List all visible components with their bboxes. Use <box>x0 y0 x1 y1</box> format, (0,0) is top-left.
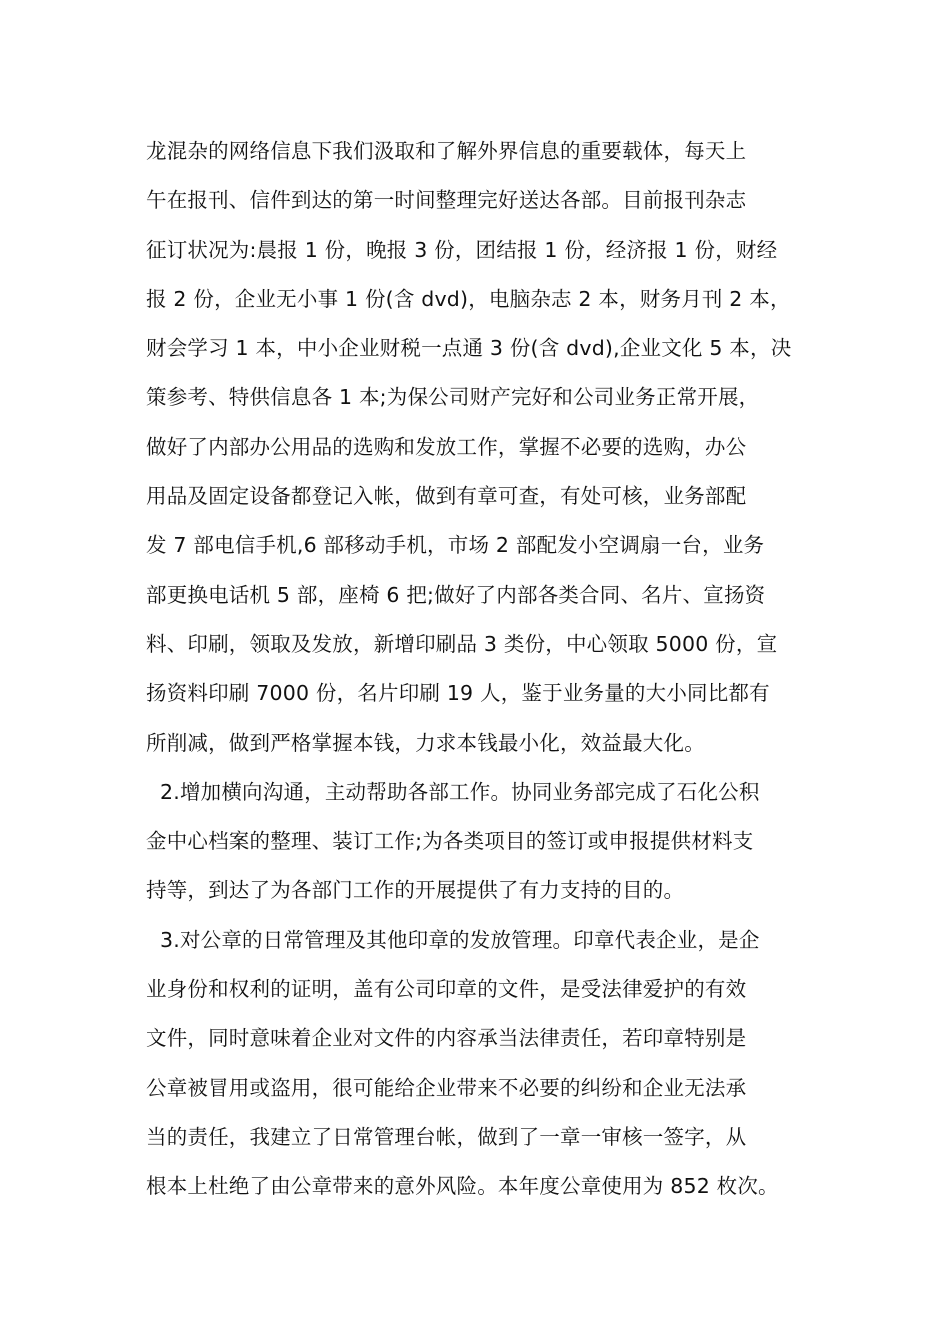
text-line: 报 2 份，企业无小事 1 份(含 dvd)，电脑杂志 2 本，财务月刊 2 本， <box>146 286 791 311</box>
text-line: 扬资料印刷 7000 份，名片印刷 19 人，鉴于业务量的大小同比都有 <box>146 681 770 706</box>
text-line: 财会学习 1 本，中小企业财税一点通 3 份(含 dvd),企业文化 5 本，决 <box>146 336 792 361</box>
text-line: 策参考、特供信息各 1 本;为保公司财产完好和公司业务正常开展， <box>146 385 760 410</box>
text-line: 金中心档案的整理、装订工作;为各类项目的签订或申报提供材料支 <box>146 829 754 854</box>
text-line: 持等，到达了为各部门工作的开展提供了有力支持的目的。 <box>146 878 685 903</box>
paragraph-2-start: 2.增加横向沟通，主动帮助各部工作。协同业务部完成了石化公积 <box>160 779 760 804</box>
text-line: 午在报刊、信件到达的第一时间整理完好送达各部。目前报刊杂志 <box>146 188 747 213</box>
text-line: 发 7 部电信手机,6 部移动手机，市场 2 部配发小空调扇一台，业务 <box>146 533 765 558</box>
paragraph-3-start: 3.对公章的日常管理及其他印章的发放管理。印章代表企业，是企 <box>160 927 760 952</box>
text-line: 料、印刷，领取及发放，新增印刷品 3 类份，中心领取 5000 份，宣 <box>146 631 778 656</box>
text-line: 征订状况为:晨报 1 份，晚报 3 份，团结报 1 份，经济报 1 份，财经 <box>146 237 778 262</box>
text-line: 部更换电话机 5 部，座椅 6 把;做好了内部各类合同、名片、宣扬资 <box>146 582 766 607</box>
text-line: 做好了内部办公用品的选购和发放工作，掌握不必要的选购，办公 <box>146 434 747 459</box>
text-line: 公章被冒用或盗用，很可能给企业带来不必要的纠纷和企业无法承 <box>146 1075 747 1100</box>
text-line: 文件，同时意味着企业对文件的内容承当法律责任，若印章特别是 <box>146 1026 747 1051</box>
text-line: 业身份和权利的证明，盖有公司印章的文件，是受法律爱护的有效 <box>146 977 747 1002</box>
text-line: 所削减，做到严格掌握本钱，力求本钱最小化，效益最大化。 <box>146 730 705 755</box>
body-text <box>146 127 826 1212</box>
text-line: 用品及固定设备都登记入帐，做到有章可查，有处可核，业务部配 <box>146 484 747 509</box>
text-line: 当的责任，我建立了日常管理台帐，做到了一章一审核一签字，从 <box>146 1124 747 1149</box>
text-line: 根本上杜绝了由公章带来的意外风险。本年度公章使用为 852 枚次。 <box>146 1174 779 1199</box>
text-line: 龙混杂的网络信息下我们汲取和了解外界信息的重要载体，每天上 <box>146 139 747 163</box>
